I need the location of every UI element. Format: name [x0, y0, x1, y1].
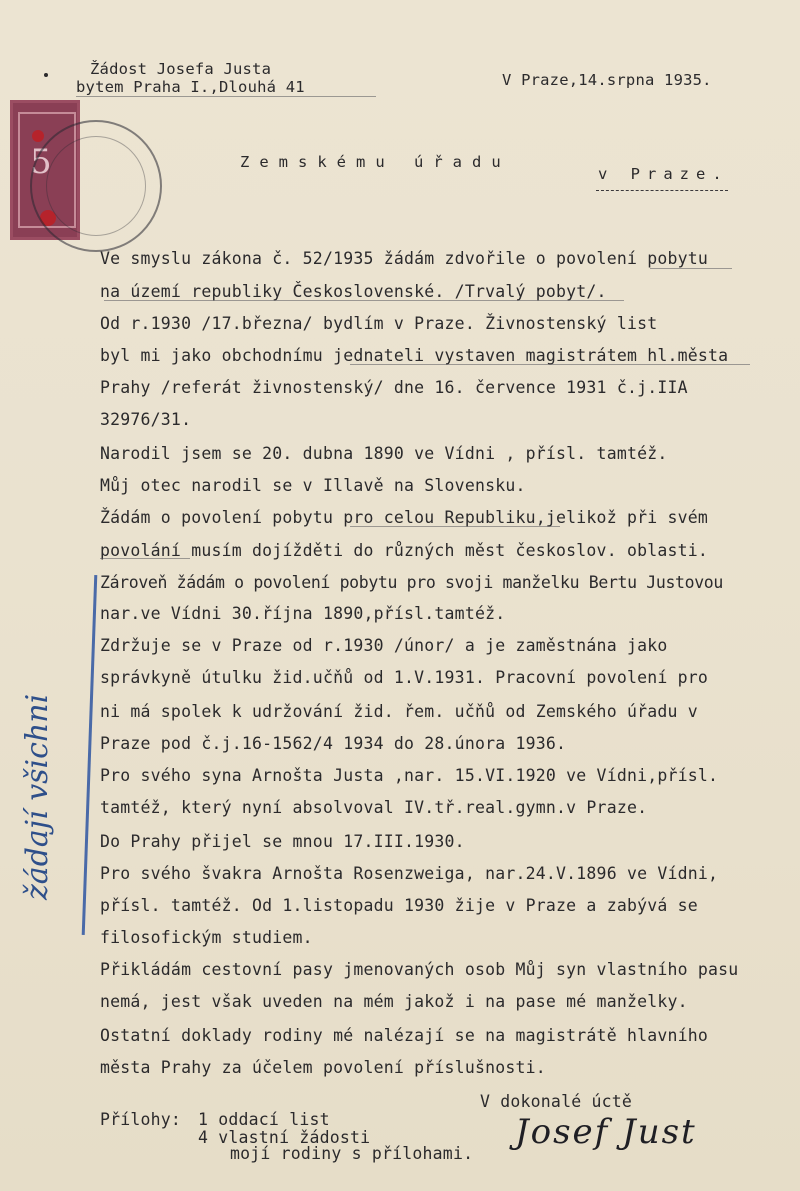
body-line: Pro svého syna Arnošta Justa ,nar. 15.VI.1920 ve Vídni,přísl. [100, 766, 719, 785]
date-line: V Praze,14.srpna 1935. [502, 71, 712, 89]
sender-line-2: bytem Praha I.,Dlouhá 41 [76, 78, 305, 96]
body-line: Prahy /referát živnostenský/ dne 16. července 1931 č.j.IIA [100, 378, 688, 397]
recipient-place: v Praze. [598, 165, 729, 183]
body-line: Ve smyslu zákona č. 52/1935 žádám zdvořile o povolení pobytu [100, 249, 709, 268]
body-line: 32976/31. [100, 410, 192, 429]
recipient-office: Zemskému úřadu [240, 153, 511, 171]
pencil-underline [100, 558, 190, 559]
sender-line-1: Žádost Josefa Justa [90, 60, 272, 78]
attachment-line-3: mojí rodiny s přílohami. [230, 1144, 474, 1163]
body-line: Můj otec narodil se v Illavě na Slovensku. [100, 476, 526, 495]
body-line: Pro svého švakra Arnošta Rosenzweiga, nar.24.V.1896 ve Vídni, [100, 864, 719, 883]
closing-text: V dokonalé úctě [480, 1092, 633, 1111]
body-line: Narodil jsem se 20. dubna 1890 ve Vídni , přísl. tamtéž. [100, 444, 668, 463]
body-line: nar.ve Vídni 30.října 1890,přísl.tamtéž. [100, 604, 506, 623]
recipient-underline [596, 190, 728, 191]
pencil-underline [650, 268, 732, 269]
pencil-underline [350, 364, 750, 365]
perforation-mark [32, 130, 44, 142]
attachments-label: Přílohy: [100, 1110, 182, 1129]
pencil-underline [350, 526, 560, 527]
signature: Josef Just [515, 1112, 697, 1152]
margin-bracket [82, 575, 98, 935]
body-line: Od r.1930 /17.března/ bydlím v Praze. Živnostenský list [100, 314, 658, 333]
body-line: správkyně útulku žid.učňů od 1.V.1931. Pracovní povolení pro [100, 668, 709, 687]
margin-note: žádají všichni [20, 693, 55, 900]
body-line: Ostatní doklady rodiny mé nalézají se na magistrátě hlavního [100, 1026, 709, 1045]
body-line: povolání musím dojížděti do různých měst českoslov. oblasti. [100, 541, 709, 560]
ink-dot [44, 73, 48, 77]
body-line: města Prahy za účelem povolení příslušnosti. [100, 1058, 546, 1077]
body-line: Do Prahy přijel se mnou 17.III.1930. [100, 832, 465, 851]
seal-ring [46, 136, 146, 236]
body-line: Zároveň žádám o povolení pobytu pro svoji manželku Bertu Justovou [100, 573, 723, 592]
body-line: byl mi jako obchodnímu jednateli vystaven magistrátem hl.města [100, 346, 729, 365]
attachment-line-2: 4 vlastní žádosti [198, 1128, 371, 1147]
body-line: nemá, jest však uveden na mém jakož i na pase mé manželky. [100, 992, 688, 1011]
body-line: Žádám o povolení pobytu pro celou Republiku,jelikož při svém [100, 508, 709, 527]
body-line: Zdržuje se v Praze od r.1930 /únor/ a je zaměstnána jako [100, 636, 668, 655]
body-line: Praze pod č.j.16-1562/4 1934 do 28.února 1936. [100, 734, 567, 753]
body-line: na území republiky Československé. /Trvalý pobyt/. [100, 282, 607, 301]
pencil-underline [104, 300, 624, 301]
body-line: filosofickým studiem. [100, 928, 313, 947]
pencil-underline [76, 96, 376, 97]
body-line: ni má spolek k udržování žid. řem. učňů od Zemského úřadu v [100, 702, 698, 721]
body-line: Přikládám cestovní pasy jmenovaných osob Můj syn vlastního pasu [100, 960, 739, 979]
body-line: tamtéž, který nyní absolvoval IV.tř.real.gymn.v Praze. [100, 798, 648, 817]
attachment-line-1: 1 oddací list [198, 1110, 330, 1129]
stamp-value: 5 [30, 142, 52, 182]
police-seal [30, 120, 162, 252]
body-line: přísl. tamtéž. Od 1.listopadu 1930 žije v Praze a zabývá se [100, 896, 698, 915]
